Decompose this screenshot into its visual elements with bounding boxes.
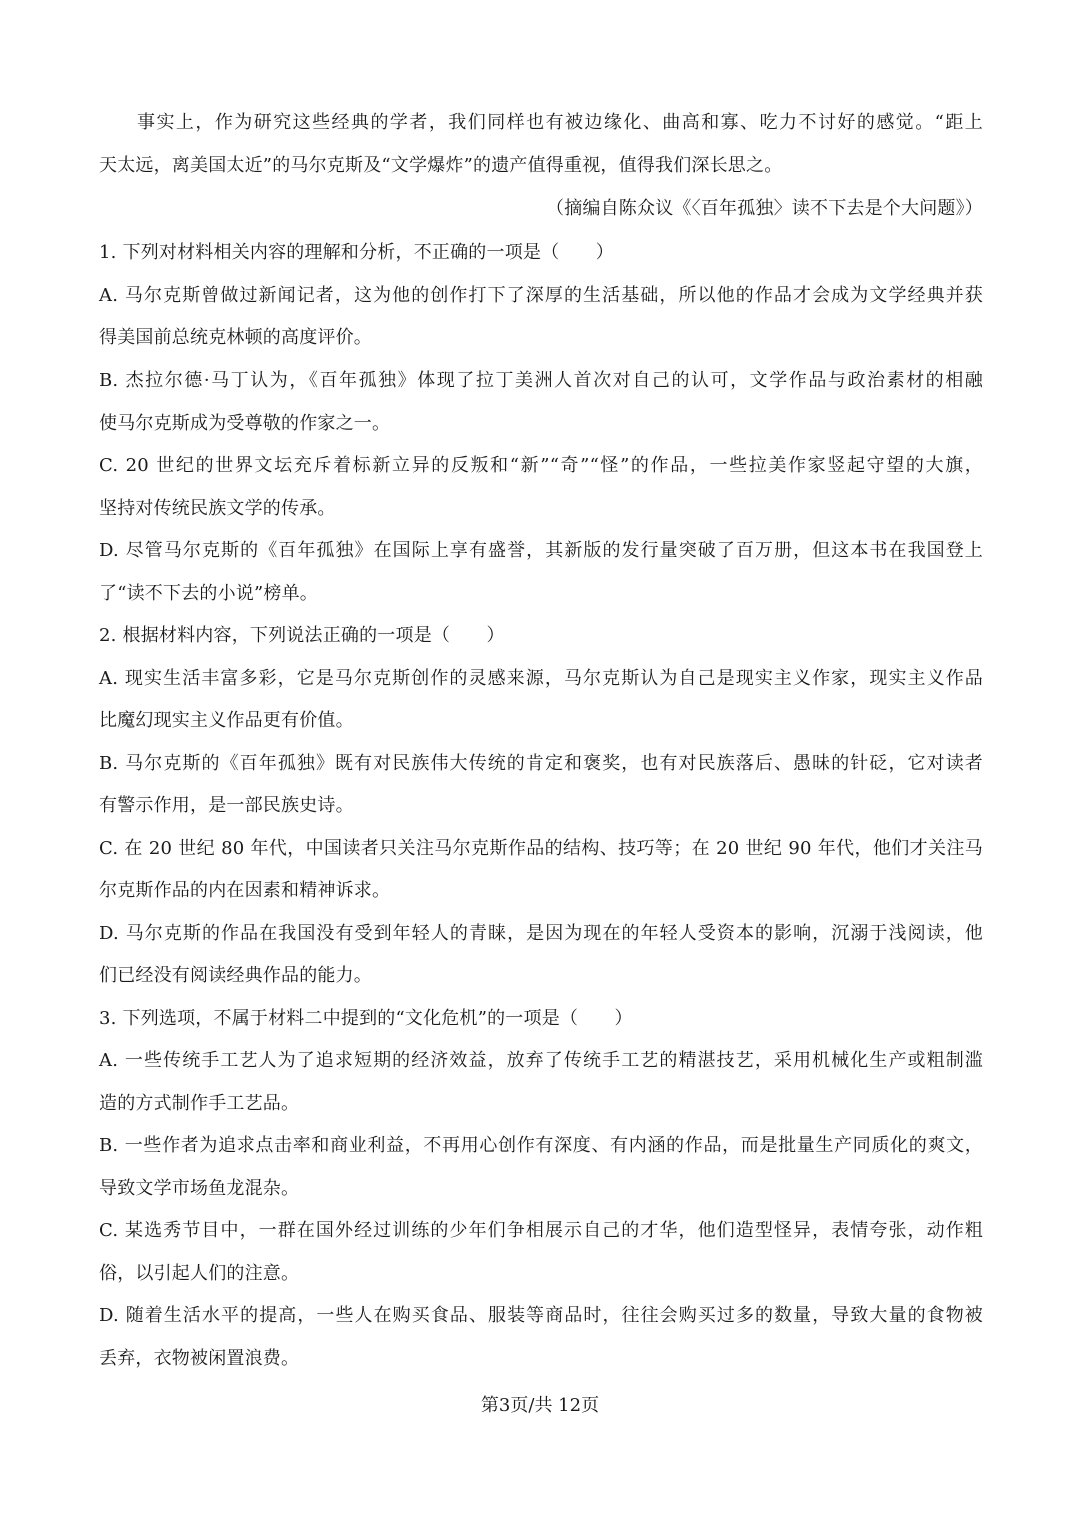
question-3-option-d-line-1: D. 随着生活水平的提高，一些人在购买食品、服装等商品时，往往会购买过多的数量，导致大量的食物被 [99, 1305, 983, 1326]
question-3-option-b-line-1: B. 一些作者为追求点击率和商业利益，不再用心创作有深度、有内涵的作品，而是批量生产同质化的爽文， [99, 1135, 983, 1156]
question-2-option-c-line-1: C. 在 20 世纪 80 年代，中国读者只关注马尔克斯作品的结构、技巧等；在 20 世纪 90 年代，他们才关注马 [99, 838, 983, 859]
question-2-option-a-line-1: A. 现实生活丰富多彩，它是马尔克斯创作的灵感来源，马尔克斯认为自己是现实主义作家，现实主义作品 [99, 668, 983, 689]
question-3-option-c-line-1: C. 某选秀节目中，一群在国外经过训练的少年们争相展示自己的才华，他们造型怪异，表情夸张，动作粗 [99, 1220, 983, 1241]
question-2-stem: 2. 根据材料内容，下列说法正确的一项是（ ） [99, 625, 505, 646]
question-2-option-a-line-2: 比魔幻现实主义作品更有价值。 [99, 710, 354, 731]
question-1-option-c-line-2: 坚持对传统民族文学的传承。 [99, 498, 336, 519]
question-3-option-b-line-2: 导致文学市场鱼龙混杂。 [99, 1178, 300, 1199]
question-2-option-d-line-2: 们已经没有阅读经典作品的能力。 [99, 965, 372, 986]
passage-line-2: 天太远，离美国太近”的马尔克斯及“文学爆炸”的遗产值得重视，值得我们深长思之。 [99, 155, 783, 176]
question-3-option-d-line-2: 丢弃，衣物被闲置浪费。 [99, 1348, 300, 1369]
question-3-stem: 3. 下列选项，不属于材料二中提到的“文化危机”的一项是（ ） [99, 1008, 633, 1029]
passage-source: （摘编自陈众议《〈百年孤独〉读不下去是个大问题》） [546, 198, 983, 219]
question-3-option-a-line-1: A. 一些传统手工艺人为了追求短期的经济效益，放弃了传统手工艺的精湛技艺，采用机械化生产或粗制滥 [99, 1050, 983, 1071]
question-1-option-a-line-1: A. 马尔克斯曾做过新闻记者，这为他的创作打下了深厚的生活基础，所以他的作品才会成为文学经典并获 [99, 285, 983, 306]
question-3-option-c-line-2: 俗，以引起人们的注意。 [99, 1263, 300, 1284]
question-1-option-c-line-1: C. 20 世纪的世界文坛充斥着标新立异的反叛和“新”“奇”“怪”的作品，一些拉美作家竖起守望的大旗， [99, 455, 983, 476]
question-1-option-d-line-2: 了“读不下去的小说”榜单。 [99, 583, 319, 604]
question-1-option-b-line-1: B. 杰拉尔德·马丁认为，《百年孤独》体现了拉丁美洲人首次对自己的认可，文学作品与政治素材的相融 [99, 370, 983, 391]
question-2-option-b-line-2: 有警示作用，是一部民族史诗。 [99, 795, 354, 816]
passage-line-1: 事实上，作为研究这些经典的学者，我们同样也有被边缘化、曲高和寡、吃力不讨好的感觉。“距上 [137, 112, 983, 133]
question-1-stem: 1. 下列对材料相关内容的理解和分析，不正确的一项是（ ） [99, 242, 614, 263]
question-2-option-c-line-2: 尔克斯作品的内在因素和精神诉求。 [99, 880, 391, 901]
question-3-option-a-line-2: 造的方式制作手工艺品。 [99, 1093, 300, 1114]
question-2-option-d-line-1: D. 马尔克斯的作品在我国没有受到年轻人的青睐，是因为现在的年轻人受资本的影响，沉溺于浅阅读，他 [99, 923, 983, 944]
question-2-option-b-line-1: B. 马尔克斯的《百年孤独》既有对民族伟大传统的肯定和褒奖，也有对民族落后、愚昧的针砭，它对读者 [99, 753, 983, 774]
question-1-option-d-line-1: D. 尽管马尔克斯的《百年孤独》在国际上享有盛誉，其新版的发行量突破了百万册，但这本书在我国登上 [99, 540, 983, 561]
question-1-option-a-line-2: 得美国前总统克林顿的高度评价。 [99, 327, 372, 348]
page-footer: 第3页/共 12页 [480, 1395, 600, 1416]
question-1-option-b-line-2: 使马尔克斯成为受尊敬的作家之一。 [99, 413, 391, 434]
